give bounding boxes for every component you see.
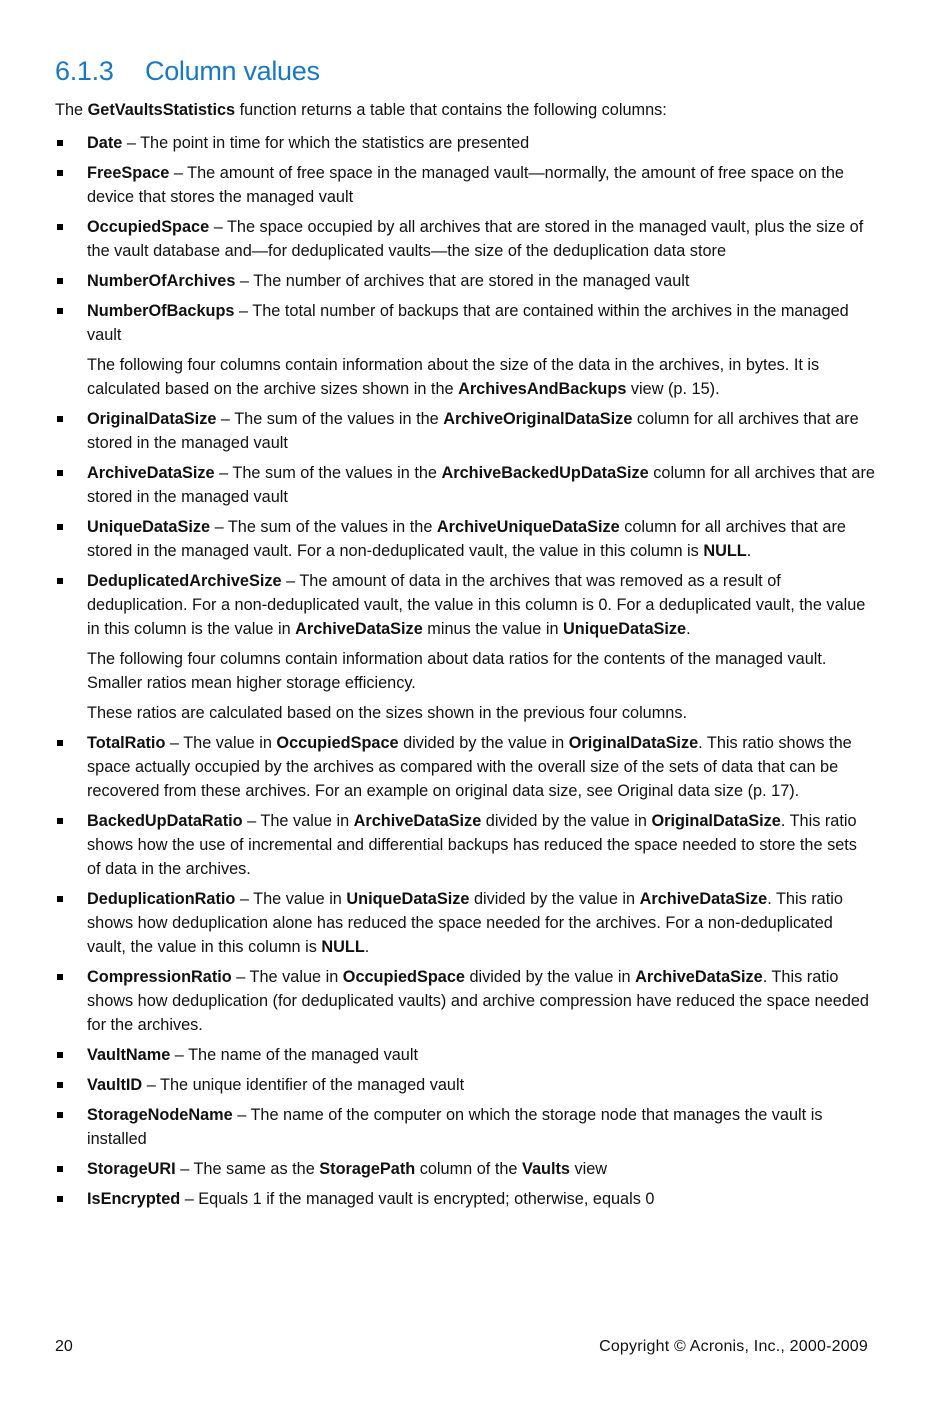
bullet-square-icon [57,818,63,824]
list-item [55,299,875,347]
term-label: CompressionRatio [87,968,232,986]
section-number: 6.1.3 [55,56,114,86]
bullet-square-icon [57,740,63,746]
list-item [55,569,875,641]
text-run: . This ratio shows the space actually occupied by the archives as compared with the overall size of the sets of data that can be recovered from these archives. For an example on original data size, see Original data size (p. 17). [87,734,852,800]
term-label: VaultName [87,1046,171,1064]
bullet-square-icon [57,140,63,146]
text-run: . This ratio shows how deduplication (for deduplicated vaults) and archive compression have reduced the space needed for the archives. [87,968,869,1034]
text-run: . This ratio shows how deduplication alone has reduced the space needed for the archives. For a non-deduplicated vault, the value in this column is [87,890,843,956]
term-label: UniqueDataSize [87,518,211,536]
term-label: OriginalDataSize [651,812,781,830]
text-run: . [746,542,752,560]
text-run: – The value in [242,812,354,830]
list-item [55,407,875,455]
list-item [55,161,875,209]
list-item [55,515,875,563]
term-label: ArchiveUniqueDataSize [436,518,620,536]
text-run: – The name of the computer on which the storage node that manages the vault is installed [87,1106,823,1148]
term-label: VaultID [87,1076,143,1094]
section-title: Column values [145,56,320,86]
term-label: ArchiveDataSize [635,968,763,986]
list-item [55,269,875,293]
list-item [55,461,875,509]
text-run: . [364,938,370,956]
bullet-square-icon [57,278,63,284]
text-run: The following four columns contain information about data ratios for the contents of the managed vault. Smaller ratios mean higher storage efficiency. [87,650,827,692]
bullet-square-icon [57,1196,63,1202]
text-run: – Equals 1 if the managed vault is encrypted; otherwise, equals 0 [180,1190,655,1208]
bullet-square-icon [57,578,63,584]
function-name: GetVaultsStatistics [87,101,236,119]
list-item [55,131,875,155]
text-run: divided by the value in [469,890,640,908]
term-label: ArchiveDataSize [639,890,768,908]
term-label: ArchivesAndBackups [458,380,627,398]
term-label: Vaults [521,1160,570,1178]
column-list [55,131,875,347]
text-run: column for all archives that are stored in the managed vault. For a non-deduplicated vault, the value in this column is [87,518,846,560]
text-run: divided by the value in [481,812,652,830]
text-run: – The value in [231,968,343,986]
term-label: TotalRatio [87,734,166,752]
term-label: ArchiveDataSize [87,464,215,482]
column-list-container [55,131,875,1211]
page-footer [55,1338,868,1360]
bullet-square-icon [57,974,63,980]
text-run: – The total number of backups that are contained within the archives in the managed vault [87,302,849,344]
term-label: DeduplicationRatio [87,890,236,908]
text-run: – The point in time for which the statistics are presented [122,134,530,152]
text-run: – The amount of data in the archives that was removed as a result of deduplication. For a non-deduplicated vault, the value in this column is 0. For a deduplicated vault, the value in this column is the value in [87,572,866,638]
text-run: view (p. 15). [626,380,720,398]
bullet-square-icon [57,1112,63,1118]
text-run: These ratios are calculated based on the sizes shown in the previous four columns. [87,704,688,722]
term-label: StorageNodeName [87,1106,233,1124]
list-item [55,965,875,1037]
text-run: – The sum of the values in the [214,464,442,482]
text-run: divided by the value in [398,734,569,752]
list-item [55,887,875,959]
text-run: – The value in [165,734,277,752]
term-label: BackedUpDataRatio [87,812,243,830]
bullet-square-icon [57,896,63,902]
term-label: NumberOfBackups [87,302,235,320]
text-run: – The name of the managed vault [170,1046,418,1064]
text-run: The following four columns contain information about the size of the data in the archives, in bytes. It is calculated based on the archive sizes shown in the [87,356,820,398]
note-paragraph [87,701,875,725]
term-label: OccupiedSpace [87,218,210,236]
bullet-square-icon [57,224,63,230]
bullet-square-icon [57,308,63,314]
term-label: FreeSpace [87,164,170,182]
bullet-square-icon [57,170,63,176]
list-item [55,731,875,803]
bullet-square-icon [57,1082,63,1088]
text-run: . This ratio shows how the use of incremental and differential backups has reduced the space needed to store the sets of data in the archives. [87,812,857,878]
term-label: OriginalDataSize [87,410,217,428]
list-item [55,215,875,263]
bullet-square-icon [57,470,63,476]
text-run: – The value in [235,890,347,908]
bullet-square-icon [57,524,63,530]
column-list [55,731,875,1211]
bullet-square-icon [57,1166,63,1172]
intro-suffix: function returns a table that contains the following columns: [235,101,667,119]
column-list [55,407,875,641]
copyright-notice: Copyright © Acronis, Inc., 2000-2009 [599,1338,868,1355]
intro-paragraph [55,98,875,122]
term-label: ArchiveOriginalDataSize [443,410,633,428]
term-label: NumberOfArchives [87,272,236,290]
term-label: StoragePath [319,1160,416,1178]
term-label: Date [87,134,123,152]
term-label: StorageURI [87,1160,176,1178]
note-paragraph [87,647,875,695]
list-item [55,1043,875,1067]
term-label: DeduplicatedArchiveSize [87,572,282,590]
term-label: NULL [321,938,365,956]
term-label: ArchiveBackedUpDataSize [441,464,649,482]
term-label: UniqueDataSize [563,620,687,638]
list-item [55,1103,875,1151]
term-label: UniqueDataSize [346,890,470,908]
list-item [55,1187,875,1211]
section-heading [55,52,875,90]
text-run: . [686,620,691,638]
bullet-square-icon [57,416,63,422]
term-label: ArchiveDataSize [353,812,482,830]
text-run: column for all archives that are stored in the managed vault [87,464,875,506]
page-number: 20 [55,1338,73,1355]
term-label: NULL [703,542,747,560]
term-label: IsEncrypted [87,1190,181,1208]
text-run: – The same as the [175,1160,320,1178]
text-run: view [569,1160,608,1178]
list-item [55,1157,875,1181]
term-label: OriginalDataSize [568,734,699,752]
document-page [55,52,875,1217]
text-run: minus the value in [422,620,564,638]
text-run: – The unique identifier of the managed vault [142,1076,465,1094]
intro-prefix: The [55,101,88,119]
bullet-square-icon [57,1052,63,1058]
list-item [55,1073,875,1097]
text-run: column of the [415,1160,522,1178]
term-label: OccupiedSpace [276,734,399,752]
note-paragraph [87,353,875,401]
text-run: column for all archives that are stored in the managed vault [87,410,859,452]
text-run: – The number of archives that are stored in the managed vault [235,272,690,290]
text-run: – The sum of the values in the [210,518,437,536]
text-run: divided by the value in [464,968,636,986]
term-label: OccupiedSpace [342,968,465,986]
text-run: – The amount of free space in the managed vault—normally, the amount of free space on the device that stores the managed vault [87,164,844,206]
text-run: – The sum of the values in the [216,410,444,428]
term-label: ArchiveDataSize [295,620,423,638]
list-item [55,809,875,881]
text-run: – The space occupied by all archives that are stored in the managed vault, plus the size of the vault database and—for deduplicated vaults—the size of the deduplication data store [87,218,864,260]
